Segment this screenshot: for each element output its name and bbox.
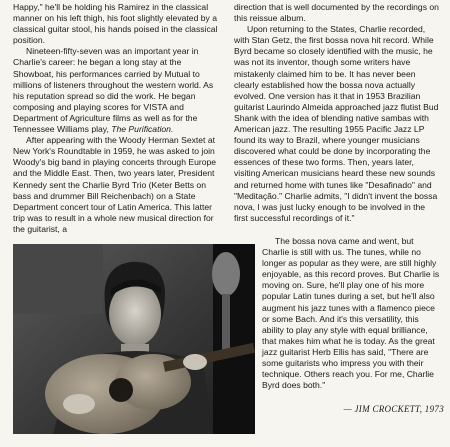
paragraph-bossa-nova-came-and-went: The bossa nova came and went, but Charlie is still with us. The tunes, while no longer as popular as they were, are still highly enjoyable, as this record proves. But Charlie is moving on. Sure, he'll play one of his more popular Latin tunes during a set, but he'll also augment his jazz tunes with a flamenco piece or some Bach. And it's this versatility, this ability to play any style with equal brilliance, that makes him what he is today. As the great jazz guitarist Herb Ellis has said, "There are some guitarists who impress you with their technique. Others reach you. For me, Charlie Byrd does both." [262, 236, 440, 391]
left-column [13, 2, 219, 235]
guitarist-photo-illustration [13, 244, 255, 434]
paragraph-happy: Happy," he'll be holding his Ramirez in the classical manner on his left thigh, his foot slightly elevated by a classical guitar stool, his hands poised in the classical position. [13, 2, 218, 46]
paragraph-direction: direction that is well documented by the recordings on this reissue album. [234, 2, 439, 24]
paragraph-bossa-nova-history: Upon returning to the States, Charlie recorded, with Stan Getz, the first bossa nova hit record. While Byrd became so closely identified with the music, he was not its inventor, though some writers have mistakenly claimed him to be. It has never been clearly established how the bossa nova actually evolved. One version has it that in 1953 Brazilian guitarist Laurindo Almeida approached jazz flutist Bud Shank with the idea of blending native sambas with American jazz. The resulting 1955 Pacific Jazz LP found its way to Brazil, where younger musicians discovered what could be done by incorporating the essences of these two forms. Then, years later, visiting American musicians heard these new sounds and returned home with tunes like "Desafinado" and "Meditação." Charlie admits, "I didn't invent the bossa nova, I was just lucky enough to be involved in the first successful recordings of it." [234, 24, 439, 223]
paragraph-1957-text: Nineteen-fifty-seven was an important year in Charlie's career: he began a long stay at the Showboat, his performances carried by Mutual to millions of listeners throughout the western world. As his reputation spread so did the work. He began composing and playing scores for VISTA and Department of Agriculture films as well as for the Tennessee Williams play, [13, 46, 214, 135]
play-title: The Purification. [111, 124, 174, 135]
paragraph-woody-herman: After appearing with the Woody Herman Sextet at New York's Roundtable in 1959, he was asked to join Woody's big band in playing concerts through Europe and the Middle East. Then, two years later, President Kennedy sent the Charlie Byrd Trio (Keter Betts on bass and drummer Bill Reichenbach) on a State Department concert tour of Latin America. This latter trip was to result in a whole new musical direction for the guitarist, a [13, 135, 217, 234]
right-column-bottom [262, 236, 442, 391]
author-signature: — JIM CROCKETT, 1973 [343, 404, 444, 414]
paragraph-1957 [13, 46, 219, 135]
guitarist-photo [13, 244, 255, 434]
right-column-top [234, 2, 440, 224]
